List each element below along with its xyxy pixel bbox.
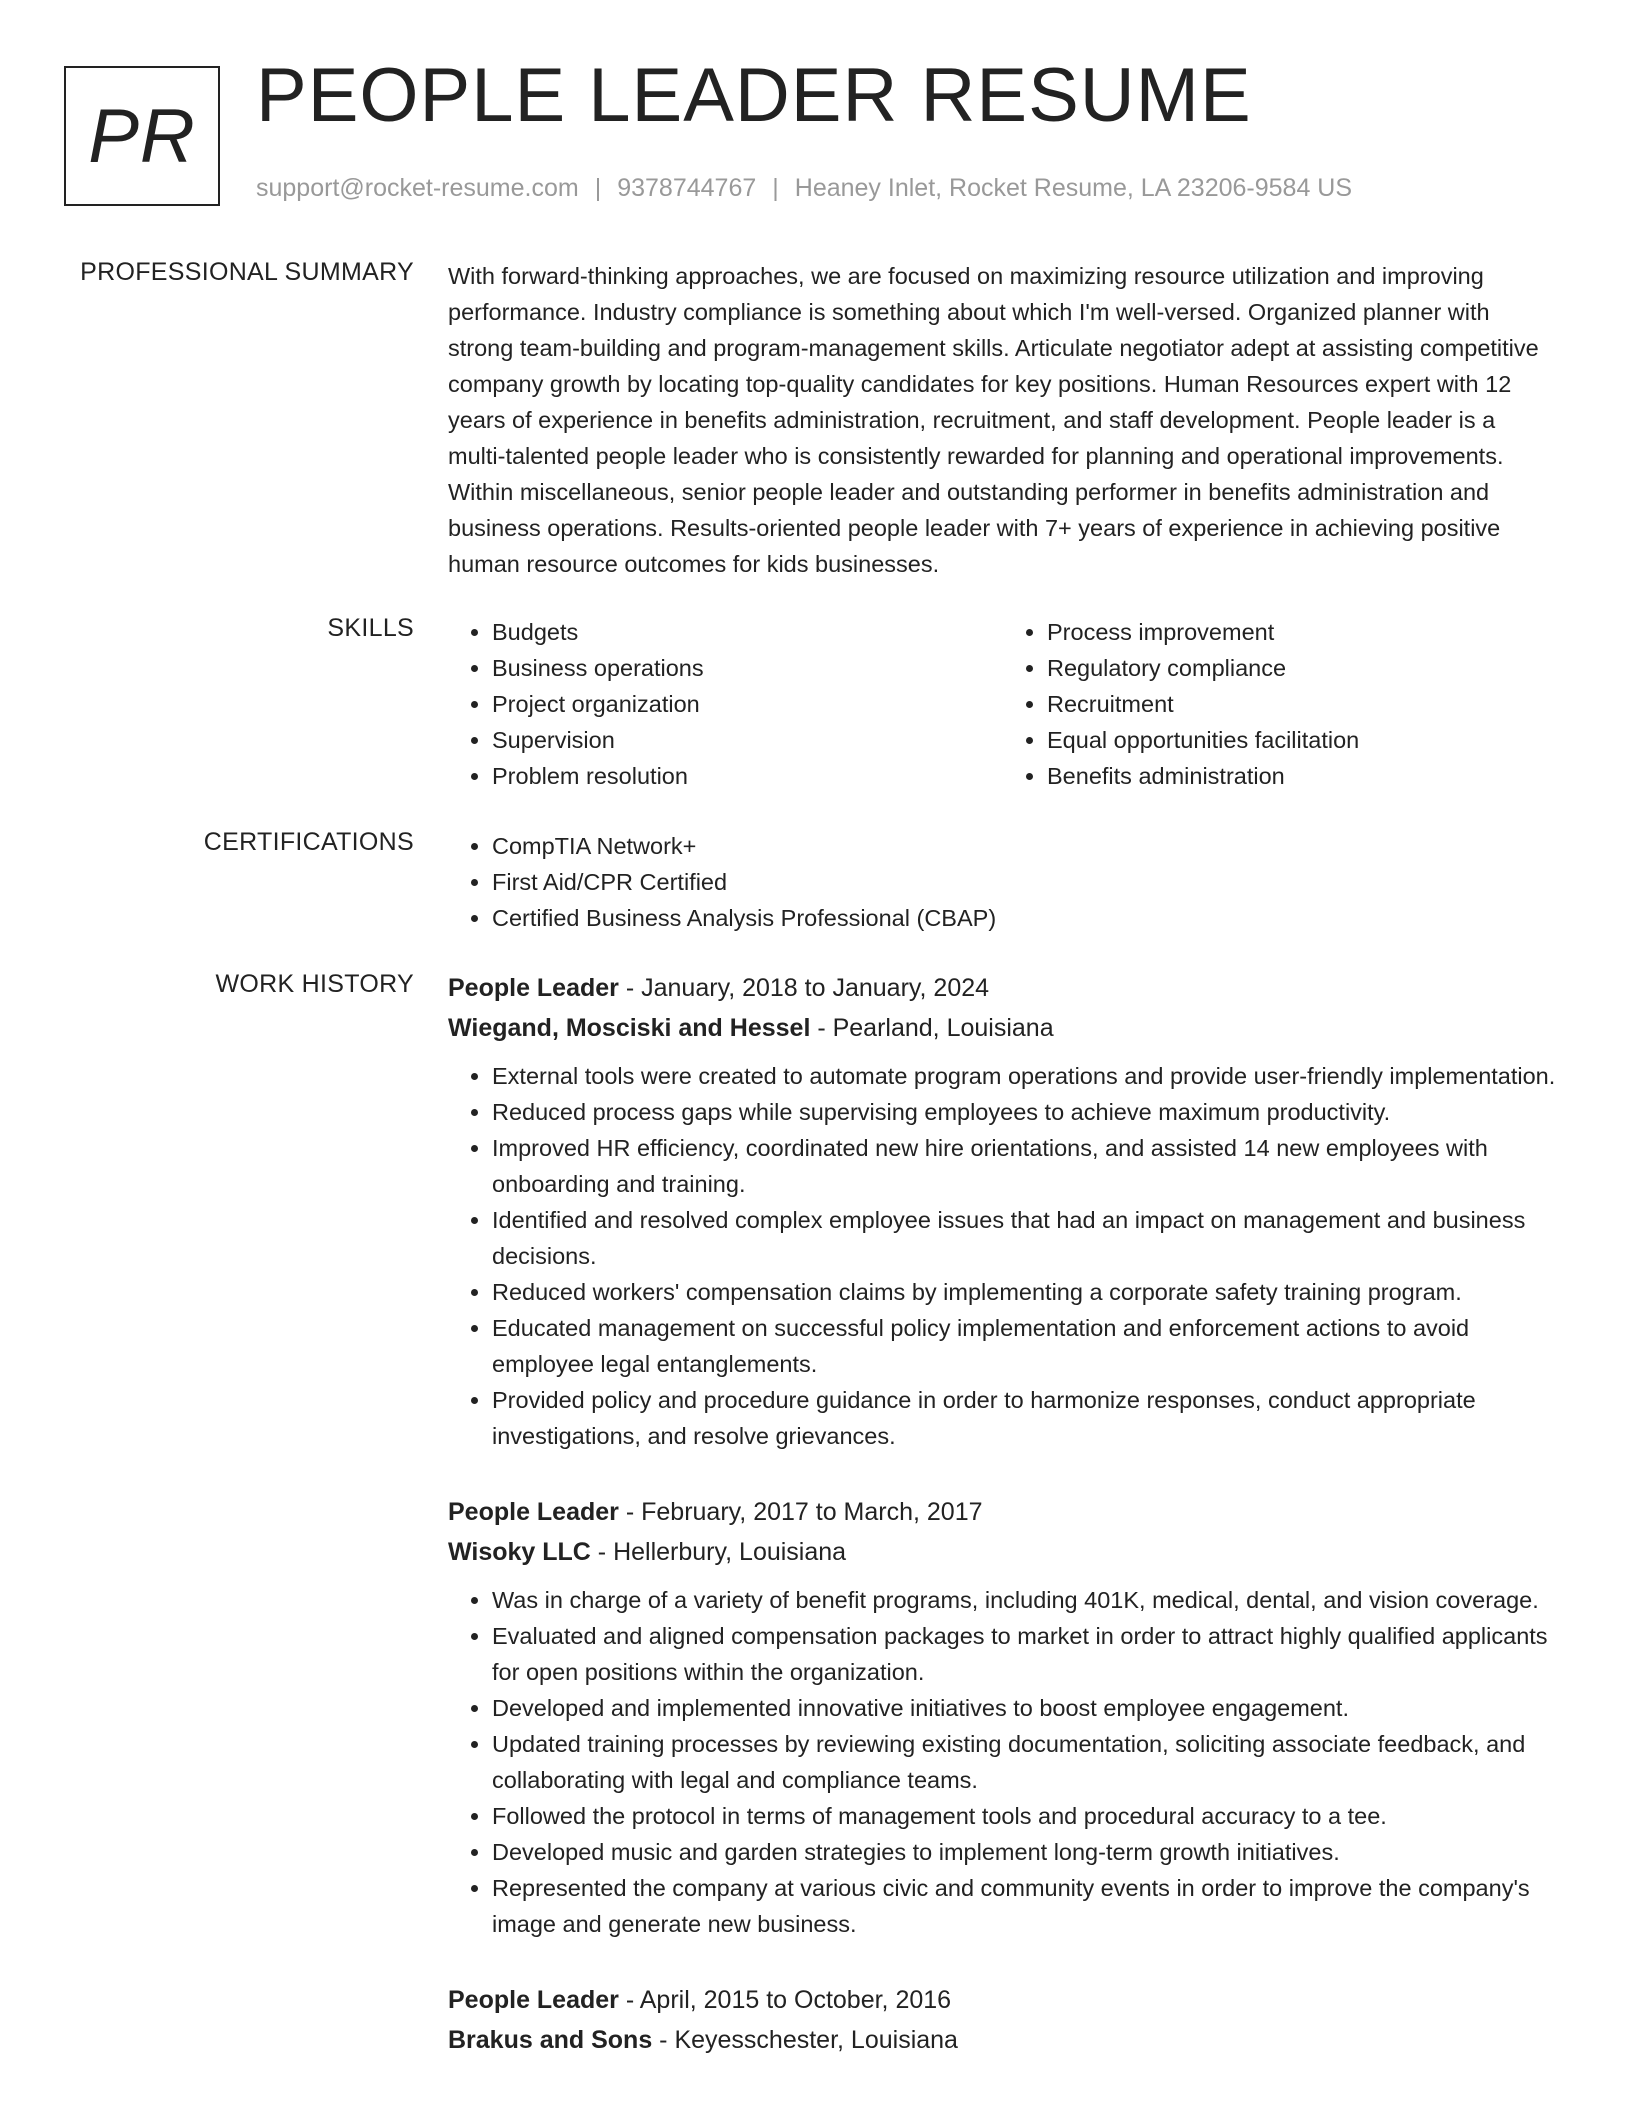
job-duty-item: • Identified and resolved complex employee issues that had an impact on management and business decisions. bbox=[492, 1202, 1558, 1274]
work-history-body bbox=[448, 970, 1558, 2098]
job-duty-item: • Reduced process gaps while supervising employees to achieve maximum productivity. bbox=[492, 1094, 1558, 1130]
job-duty-item: • Improved HR efficiency, coordinated new hire orientations, and assisted 14 new employees with onboarding and training. bbox=[492, 1130, 1558, 1202]
certifications-list bbox=[448, 828, 1558, 936]
contact-address: Heaney Inlet, Rocket Resume, LA 23206-9584 US bbox=[794, 174, 1353, 202]
skill-item: • Process improvement bbox=[1047, 614, 1558, 650]
skills-body bbox=[448, 614, 1558, 794]
certification-item: • CompTIA Network+ bbox=[492, 828, 1558, 864]
job-role: People Leader bbox=[448, 974, 619, 1002]
job-duty-item: • Was in charge of a variety of benefit programs, including 401K, medical, dental, and vision coverage. bbox=[492, 1582, 1558, 1618]
job-location: - Hellerbury, Louisiana bbox=[590, 1538, 847, 1566]
monogram-logo: PR bbox=[64, 66, 220, 206]
job-company-line bbox=[448, 1010, 1558, 1046]
skill-item: • Budgets bbox=[492, 614, 1003, 650]
job-duty-item: • Updated training processes by reviewing existing documentation, soliciting associate feedback, and collaborating with legal and compliance teams. bbox=[492, 1726, 1558, 1798]
job-company-line bbox=[448, 2022, 1558, 2058]
job-role: People Leader bbox=[448, 1986, 619, 2014]
skill-item: • Project organization bbox=[492, 686, 1003, 722]
job-dates: - April, 2015 to October, 2016 bbox=[618, 1986, 952, 2014]
job-entry bbox=[448, 970, 1558, 1454]
skill-item: • Equal opportunities facilitation bbox=[1047, 722, 1558, 758]
certification-item: • Certified Business Analysis Professional (CBAP) bbox=[492, 900, 1558, 936]
job-duty-item: • Followed the protocol in terms of management tools and procedural accuracy to a tee. bbox=[492, 1798, 1558, 1834]
section-label-skills: SKILLS bbox=[327, 614, 414, 642]
skill-item: • Benefits administration bbox=[1047, 758, 1558, 794]
job-location: - Pearland, Louisiana bbox=[810, 1014, 1054, 1042]
skill-item: • Problem resolution bbox=[492, 758, 1003, 794]
section-label-certifications: CERTIFICATIONS bbox=[203, 828, 414, 856]
skill-item: • Business operations bbox=[492, 650, 1003, 686]
job-duties-list bbox=[448, 1058, 1558, 1454]
summary-body bbox=[448, 258, 1558, 582]
job-duty-item: • Educated management on successful policy implementation and enforcement actions to avoid employee legal entanglements. bbox=[492, 1310, 1558, 1382]
job-duty-item: • Developed and implemented innovative initiatives to boost employee engagement. bbox=[492, 1690, 1558, 1726]
skill-item: • Regulatory compliance bbox=[1047, 650, 1558, 686]
job-company: Brakus and Sons bbox=[448, 2026, 653, 2054]
contact-line bbox=[256, 174, 1352, 203]
job-duty-item: • Provided policy and procedure guidance in order to harmonize responses, conduct appropriate investigations, and resolve grievances. bbox=[492, 1382, 1558, 1454]
job-duty-item: • Represented the company at various civic and community events in order to improve the company's image and generate new business. bbox=[492, 1870, 1558, 1942]
resume-title: PEOPLE LEADER RESUME bbox=[256, 53, 1252, 138]
job-entry bbox=[448, 1494, 1558, 1942]
skill-item: • Recruitment bbox=[1047, 686, 1558, 722]
job-title-line bbox=[448, 970, 1558, 1006]
job-entry bbox=[448, 1982, 1558, 2058]
section-label-summary: PROFESSIONAL SUMMARY bbox=[80, 258, 414, 286]
section-label-work-history: WORK HISTORY bbox=[215, 970, 414, 998]
skills-list-right bbox=[1003, 614, 1558, 794]
contact-email: support@rocket-resume.com bbox=[256, 174, 579, 202]
job-company: Wiegand, Mosciski and Hessel bbox=[448, 1014, 811, 1042]
summary-text: With forward-thinking approaches, we are focused on maximizing resource utilization and improving performance. Industry compliance is something about which I'm well-versed. Organized planner with strong team-building and program-management skills. Articulate negotiator adept at assisting competitive company growth by locating top-quality candidates for key positions. Human Resources expert with 12 years of experience in benefits administration, recruitment, and staff development. People leader is a multi-talented people leader who is consistently rewarded for planning and operational improvements. Within miscellaneous, senior people leader and outstanding performer in benefits administration and business operations. Results-oriented people leader with 7+ years of experience in achieving positive human resource outcomes for kids businesses. bbox=[448, 263, 1539, 577]
contact-separator: | bbox=[594, 174, 602, 202]
job-dates: - January, 2018 to January, 2024 bbox=[618, 974, 990, 1002]
contact-separator: | bbox=[772, 174, 779, 202]
certification-item: • First Aid/CPR Certified bbox=[492, 864, 1558, 900]
job-duties-list bbox=[448, 1582, 1558, 1942]
job-title-line bbox=[448, 1494, 1558, 1530]
job-duty-item: • Developed music and garden strategies to implement long-term growth initiatives. bbox=[492, 1834, 1558, 1870]
job-duty-item: • Evaluated and aligned compensation packages to market in order to attract highly qualified applicants for open positions within the organization. bbox=[492, 1618, 1558, 1690]
job-duty-item: • External tools were created to automate program operations and provide user-friendly implementation. bbox=[492, 1058, 1558, 1094]
job-role: People Leader bbox=[448, 1498, 619, 1526]
job-company: Wisoky LLC bbox=[448, 1538, 591, 1566]
job-location: - Keyesschester, Louisiana bbox=[652, 2026, 958, 2054]
skills-list-left bbox=[448, 614, 1003, 794]
job-duty-item: • Reduced workers' compensation claims by implementing a corporate safety training program. bbox=[492, 1274, 1558, 1310]
job-title-line bbox=[448, 1982, 1558, 2018]
skill-item: • Supervision bbox=[492, 722, 1003, 758]
job-company-line bbox=[448, 1534, 1558, 1570]
job-dates: - February, 2017 to March, 2017 bbox=[618, 1498, 983, 1526]
certifications-body bbox=[448, 828, 1558, 936]
contact-phone: 9378744767 bbox=[617, 174, 757, 202]
